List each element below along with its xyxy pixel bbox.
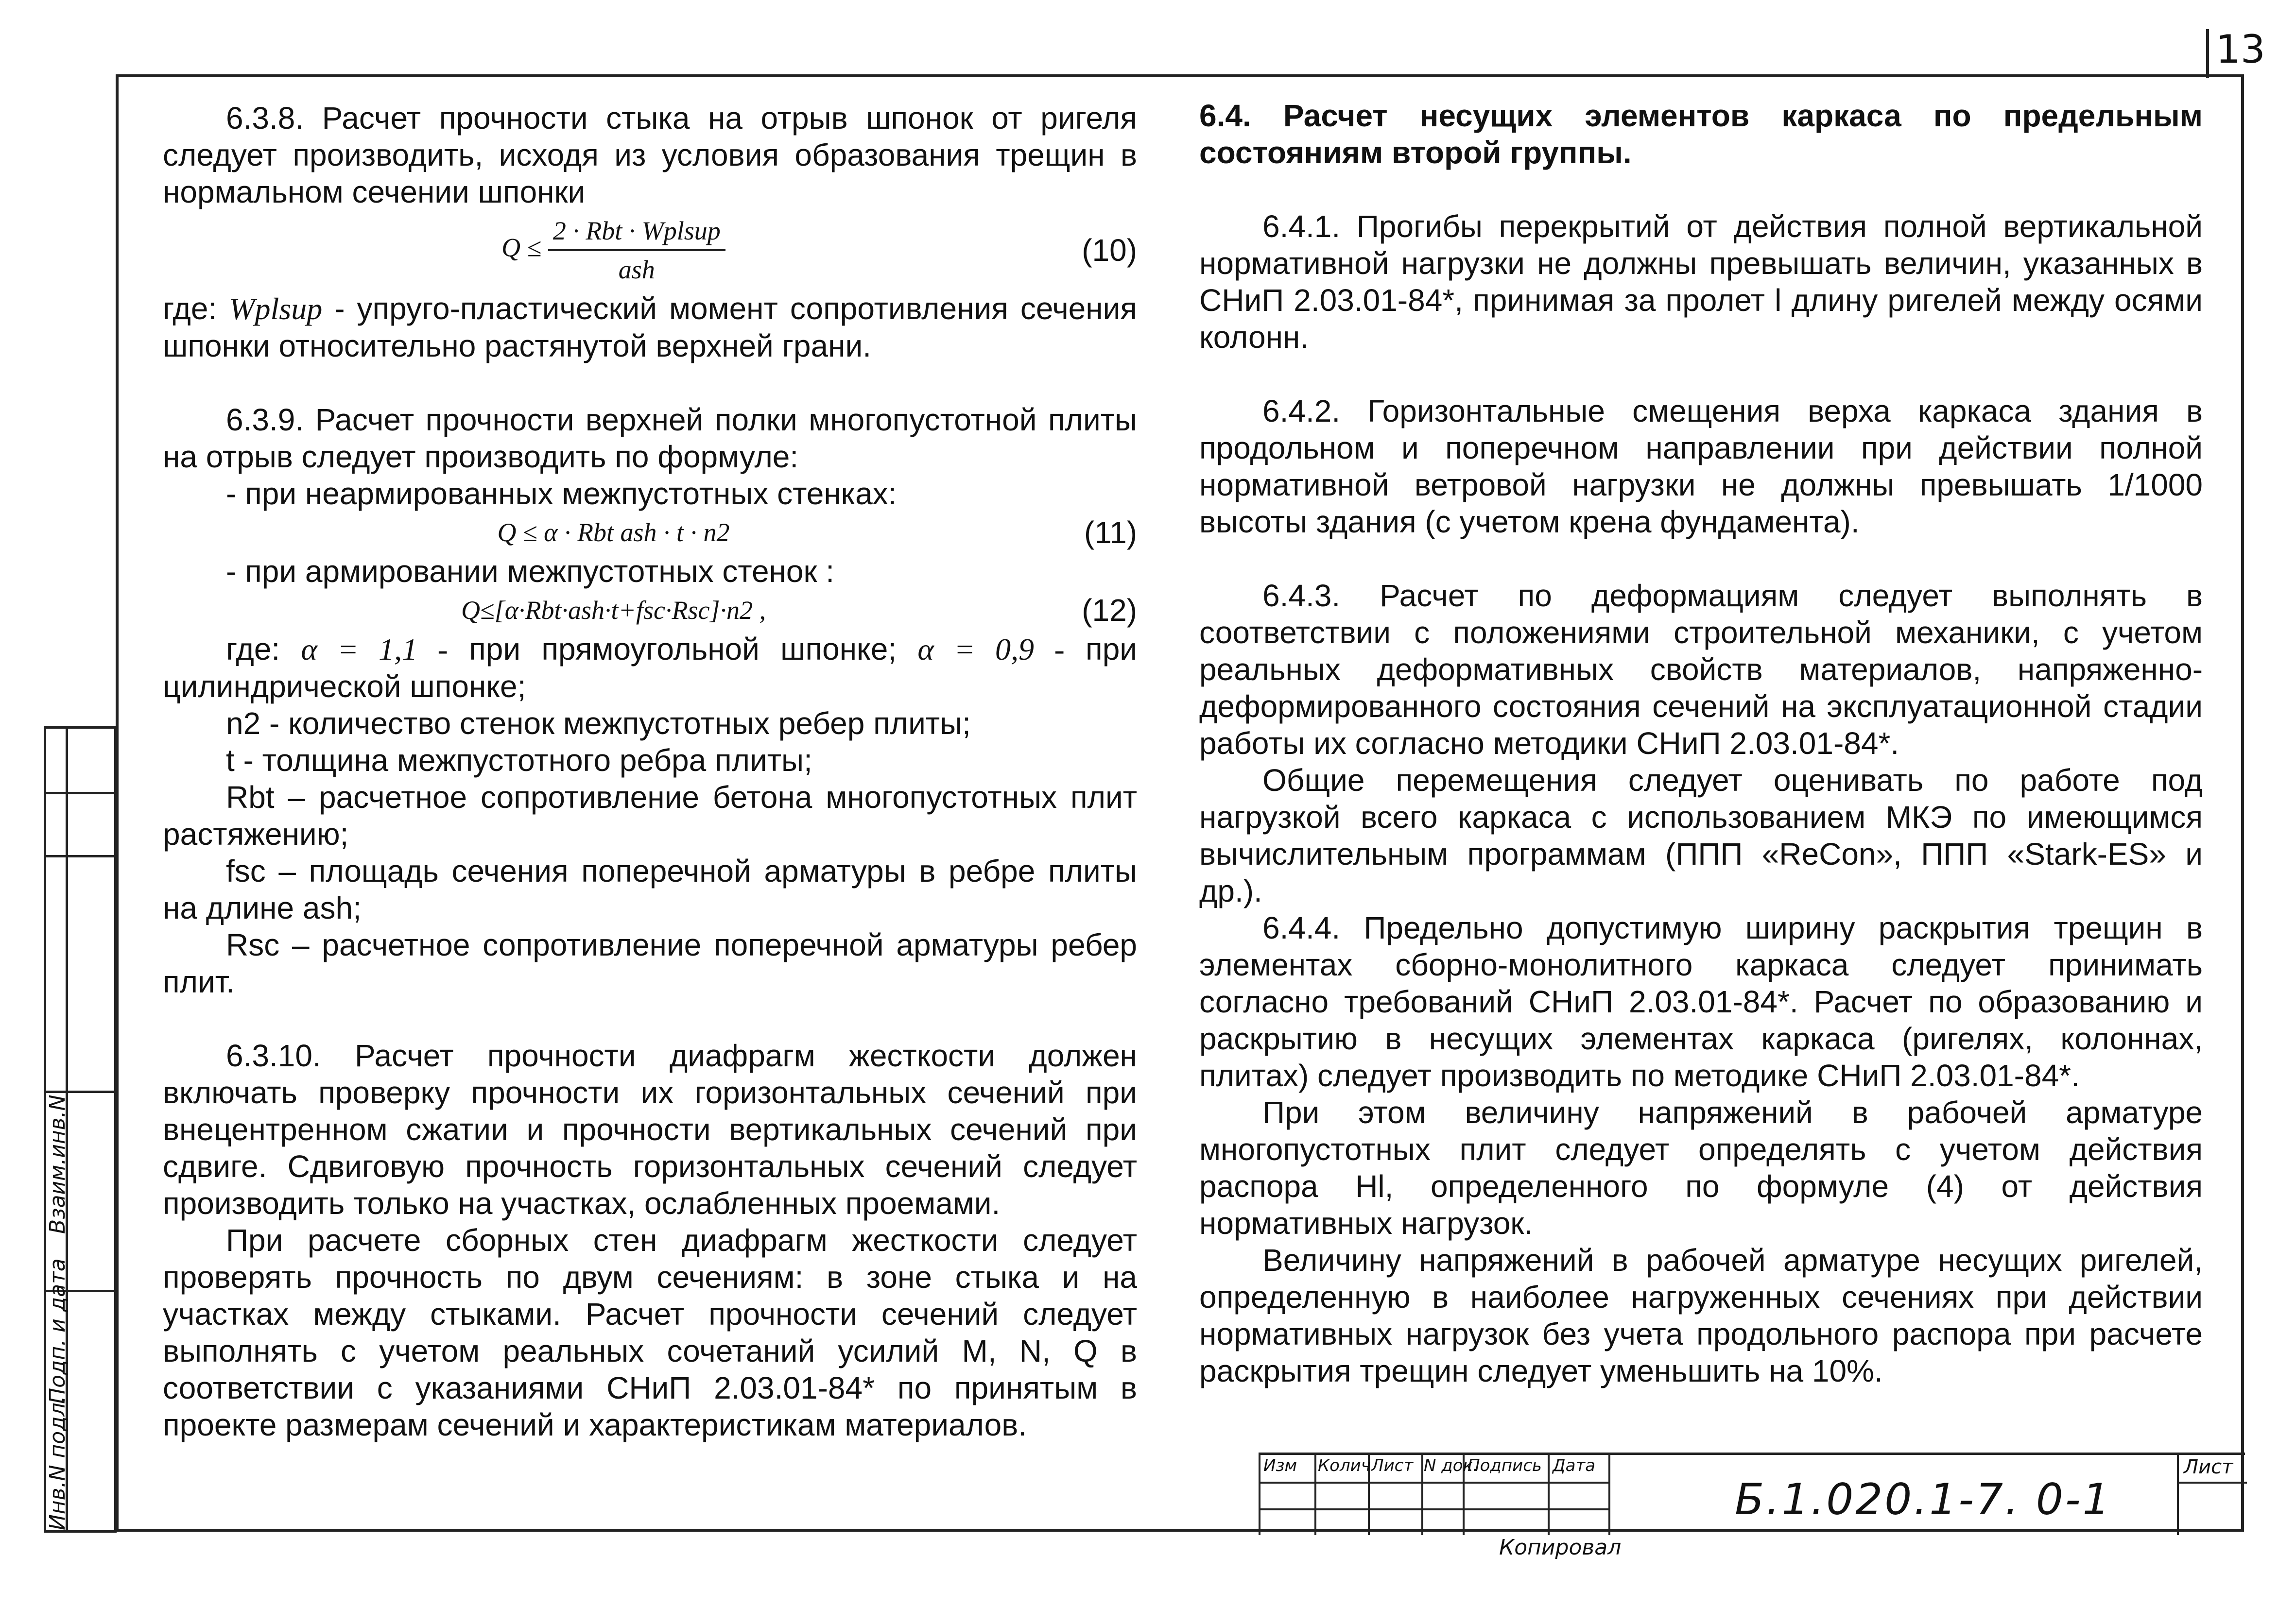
section-heading-6-4: 6.4. Расчет несущих элементов каркаса по предельным состояниям второй группы.: [1199, 98, 2203, 170]
alpha-rect: α = 1,1 -: [301, 632, 448, 667]
sheet-number-box: [2206, 29, 2209, 78]
paragraph-6-4-4: 6.4.4. Предельно допустимую ширину раскрытия трещин в элементах сборно-монолитного каркаса следует принимать согласно требований СНиП 2.03.01-84*. Расчет по образованию и раскрытию в несущих элементах каркаса (ригелях, колоннах, плитах) следует производить по методике СНиП 2.03.01-84*.: [1199, 910, 2203, 1093]
paragraph-6-3-9: 6.3.9. Расчет прочности верхней полки многопустотной плиты на отрыв следует производить по формуле:: [163, 402, 1137, 474]
tb-header-ndok: N док.: [1424, 1456, 1478, 1475]
formula-12: [163, 592, 1137, 629]
side-label-inv-original: Инв.N подл.: [45, 1396, 70, 1530]
formula-10-fraction: [548, 212, 725, 288]
case-unreinforced: - при неармированных межпустотных стенках:: [226, 476, 897, 511]
tb-header-kolich: Колич: [1318, 1456, 1371, 1475]
formula-11: [163, 514, 1137, 551]
title-block: [1259, 1453, 2245, 1535]
formula-10-numerator: 2 · Rbt · Wplsup: [548, 212, 725, 251]
paragraph-6-4-3-b: Общие перемещения следует оценивать по работе под нагрузкой всего каркаса с использованием МКЭ по имеющимся вычислительным программам (ППП «ReCon», ППП «Stark-ES» и др.).: [1199, 763, 2203, 908]
side-label-sign-date: Подп. и дата: [45, 1258, 70, 1404]
formula-12-expression: Q≤[α·Rbt·ash·t+fsc·Rsc]·n2 ,: [461, 596, 766, 625]
def-t: t - толщина межпустотного ребра плиты;: [226, 743, 812, 778]
def-rsc: Rsc – расчетное сопротивление поперечной арматуры ребер плит.: [163, 927, 1137, 999]
paragraph-6-4-1: 6.4.1. Прогибы перекрытий от действия полной вертикальной нормативной нагрузки не должны превышать величин, указанных в СНиП 2.03.01-84*, принимая за пролет l длину ригелей между осями колонн.: [1199, 209, 2203, 355]
paragraph-6-4-3: 6.4.3. Расчет по деформациям следует выполнять в соответствии с положениями строительной механики, с учетом реальных деформативных свойств материалов, напряженно-деформированного состояния сечений на эксплуатационной стадии работы их согласно методики СНиП 2.03.01-84*.: [1199, 578, 2203, 761]
formula-10-denominator: ash: [618, 255, 655, 284]
tb-header-data: Дата: [1553, 1456, 1596, 1475]
formula-10-lhs: Q ≤: [501, 233, 542, 262]
cyl-key-text: при цилиндрической шпонке;: [163, 632, 1138, 704]
paragraph-6-4-4-c: Величину напряжений в рабочей арматуре несущих ригелей, определенную в наиболее нагруженных сечениях при действии нормативных нагрузок без учета продольного распора при расчете раскрытия трещин следует уменьшить на 10%.: [1199, 1243, 2203, 1388]
rect-key-text: при прямоугольной шпонке;: [469, 632, 897, 667]
formula-10-where: [163, 290, 1137, 364]
where-10-text: - упруго-пластический момент сопротивления сечения шпонки относительно растянутой верхней грани.: [163, 291, 1137, 363]
right-column: [1199, 97, 2203, 1389]
paragraph-6-3-8: 6.3.8. Расчет прочности стыка на отрыв шпонок от ригеля следует производить, исходя из условия образования трещин в нормальном сечении шпонки: [163, 101, 1137, 209]
paragraph-6-3-10: 6.3.10. Расчет прочности диафрагм жесткости должен включать проверку прочности их горизонтальных сечений при внецентренном сжатии и прочности вертикальных сечений при сдвиге. Сдвиговую прочность горизонтальных сечений следует производить только на участках, ослабленных проемами.: [163, 1038, 1137, 1221]
where-label: где:: [163, 291, 217, 326]
alpha-cyl: α = 0,9 -: [917, 632, 1065, 667]
case-reinforced: - при армировании межпустотных стенок :: [226, 554, 835, 589]
formula-11-expression: Q ≤ α · Rbt ash · t · n2: [497, 518, 730, 547]
document-code: Б.1.020.1-7. 0-1: [1735, 1474, 2112, 1524]
formula-11-number: (11): [1084, 515, 1137, 550]
formula-12-where: [163, 631, 1137, 705]
copied-by-label: Копировал: [1499, 1535, 1622, 1560]
paragraph-6-4-2: 6.4.2. Горизонтальные смещения верха каркаса здания в продольном и поперечном направлении при действии полной нормативной ветровой нагрузки не должны превышать 1/1000 высоты здания (с учетом крена фундамента).: [1199, 393, 2203, 539]
formula-10-expression: [163, 212, 1064, 288]
sheet-label: Лист: [2184, 1456, 2233, 1478]
def-n2: n2 - количество стенок межпустотных ребер плиты;: [226, 706, 971, 741]
sheet-number: 13: [2216, 27, 2265, 72]
w-pl-symbol: Wplsup: [229, 291, 323, 326]
paragraph-6-3-10-b: При расчете сборных стен диафрагм жесткости следует проверять прочность по двум сечениям: в зоне стыка и на участках между стыками. Расчет прочности сечений следует выполнять с учетом реальных сочетаний усилий M, N, Q в соответствии с указаниями СНиП 2.03.01-84* по принятым в проекте размерам сечений и характеристикам материалов.: [163, 1223, 1137, 1442]
paragraph-6-4-4-b: При этом величину напряжений в рабочей арматуре многопустотных плит следует определять с учетом действия распора Hl, определенного по формуле (4) от действия нормативных нагрузок.: [1199, 1095, 2203, 1241]
formula-10-number: (10): [1082, 233, 1137, 268]
left-column: [163, 100, 1137, 1443]
def-fsc: fsc – площадь сечения поперечной арматуры в ребре плиты на длине ash;: [163, 854, 1137, 925]
tb-header-podpis: Подпись: [1467, 1456, 1542, 1475]
sheet-cell: [2177, 1455, 2247, 1535]
def-rbt: Rbt – расчетное сопротивление бетона многопустотных плит растяжению;: [163, 780, 1137, 852]
tb-header-izm: Изм: [1263, 1456, 1297, 1475]
formula-10: [163, 212, 1137, 288]
side-label-inv-number: Взаим.инв.N: [45, 1094, 70, 1234]
formula-12-number: (12): [1082, 593, 1137, 628]
tb-header-list: Лист: [1371, 1456, 1414, 1475]
where-label-12: где:: [226, 632, 280, 667]
